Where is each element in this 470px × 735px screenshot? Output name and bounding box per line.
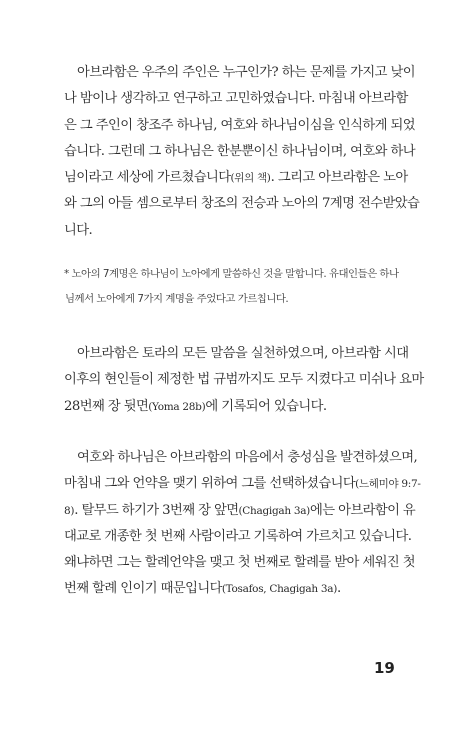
text-line: 여호와 하나님은 아브라함의 마음에서 충성심을 발견하셨으며, — [77, 450, 418, 465]
text-line: 나 밤이나 생각하고 연구하고 고민하였습니다. 마침내 아브라함 — [64, 91, 408, 107]
text-line: 아브라함은 우주의 주인은 누구인가? 하는 문제를 가지고 낮이 — [77, 65, 416, 80]
text-segment: 28번째 장 뒷면 — [64, 398, 149, 414]
text-line: 이후의 현인들이 제정한 법 규범까지도 모두 지켰다고 미쉬나 요마 — [64, 372, 424, 388]
citation: (위의 책) — [230, 172, 271, 185]
text-line: 은 그 주인이 창조주 하나님, 여호와 하나님이심을 인식하게 되었 — [64, 117, 416, 133]
citation: 8) — [64, 504, 75, 517]
text-line: 왜냐하면 그는 할례언약을 맺고 첫 번째로 할례를 받아 세워진 첫 — [64, 555, 416, 571]
paragraph-abraham-creator — [64, 60, 420, 244]
footnote-line: * 노아의 7계명은 하나님이 노아에게 말씀하신 것을 말합니다. 유대인들은 하나 — [64, 268, 399, 280]
text-line — [64, 498, 416, 524]
text-segment: 님이라고 세상에 가르쳤습니다 — [64, 170, 231, 186]
text-segment: . — [337, 581, 341, 597]
footnote — [64, 262, 412, 312]
text-line — [64, 471, 421, 497]
text-line: 니다. — [64, 222, 93, 238]
text-line — [64, 165, 412, 191]
citation: (Chagigah 3a) — [238, 504, 310, 517]
text-line: 아브라함은 토라의 모든 말씀을 실천하였으며, 아브라함 시대 — [77, 346, 409, 361]
text-segment: 에 기록되어 있습니다. — [205, 398, 327, 414]
text-segment: 에는 아브라함이 유 — [309, 502, 416, 518]
text-line — [64, 394, 412, 420]
citation: (Tosafos, Chagigah 3a) — [221, 583, 338, 596]
text-segment: . 탈무드 하기가 3번째 장 앞면 — [74, 502, 239, 518]
text-line: 대교로 개종한 첫 번째 사람이라고 기록하여 가르치고 있습니다. — [64, 528, 412, 544]
text-segment: 마침내 그와 언약을 맺기 위하여 그를 선택하셨습니다 — [64, 476, 356, 492]
text-line: 와 그의 아들 셈으로부터 창조의 전승과 노아의 7계명 전수받았습 — [64, 196, 420, 212]
citation: (Yoma 28b) — [148, 400, 206, 413]
page-number: 19 — [374, 659, 395, 677]
text-segment: . 그리고 아브라함은 노아 — [270, 170, 408, 186]
paragraph-covenant — [64, 445, 421, 603]
text-line: 습니다. 그런데 그 하나님은 한분뿐이신 하나님이며, 여호와 하나 — [64, 143, 416, 159]
footnote-line: 님께서 노아에게 7가지 계명을 주었다고 가르칩니다. — [65, 293, 289, 305]
text-line — [64, 576, 412, 602]
text-segment: 번째 할례 인이기 때문입니다 — [64, 581, 222, 597]
citation: (느헤미야 9:7- — [355, 478, 421, 491]
paragraph-torah — [64, 341, 424, 420]
